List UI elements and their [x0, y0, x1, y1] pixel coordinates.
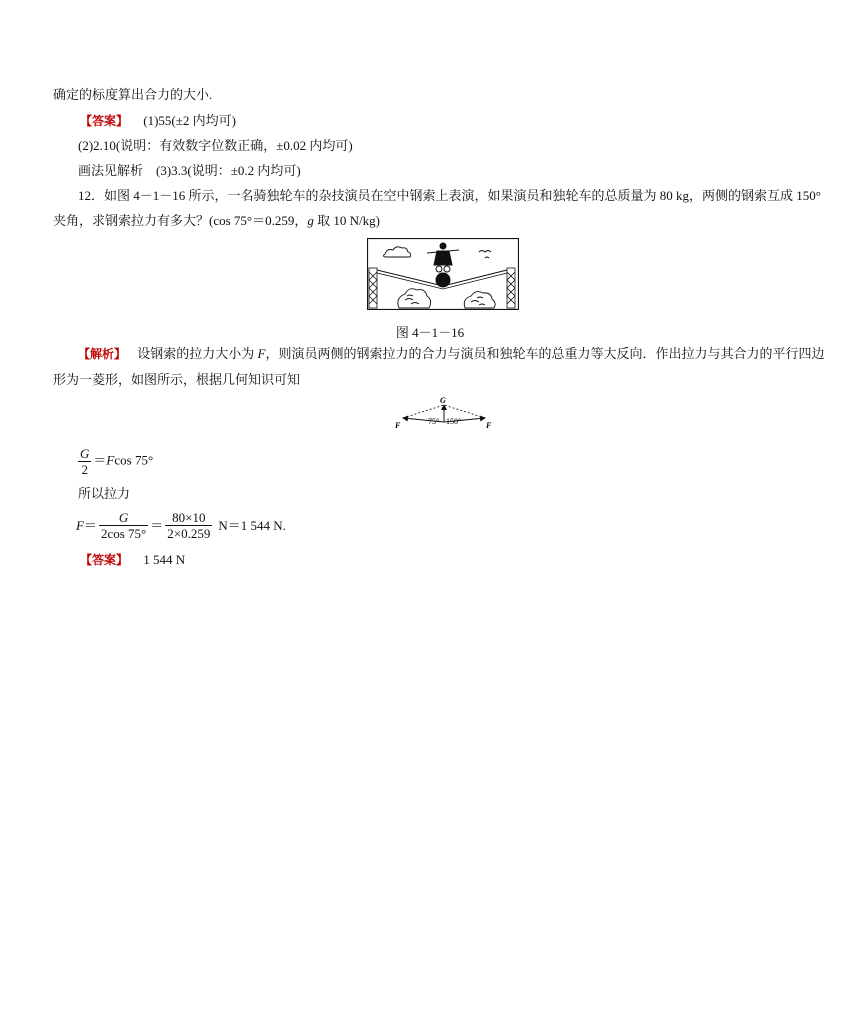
answer-line: 【答案】 (1)55(±2 内均可): [80, 113, 236, 128]
acrobat-figure: [367, 238, 519, 310]
answer-tag: 【答案】: [80, 114, 129, 128]
figure-caption: 图 4－1－16: [395, 325, 465, 340]
text-line: 确定的标度算出合力的大小.: [53, 87, 213, 102]
angle-150-label: 150°: [446, 417, 462, 426]
answer-line: 画法见解析 (3)3.3(说明：±0.2 内均可): [78, 163, 301, 178]
equation-1: $\frac{G}{2}$ ＝Fcos 75°: [80, 446, 154, 477]
analysis-line: 【解析】 设钢索的拉力大小为 F，则演员两侧的钢索拉力的合力与演员和独轮车的总重力等大反向．作出拉力与其合力的平行四边: [78, 346, 825, 361]
answer-line: (2)2.10(说明：有效数字位数正确，±0.02 内均可): [78, 138, 353, 153]
analysis-line: 形为一菱形，如图所示，根据几何知识可知: [53, 372, 301, 387]
G-label: G: [440, 396, 446, 405]
equation-2: F＝ $\frac{G}{2\cos 75^\circ}$ ＝ $\frac{80\times 10}{2\times 0.259}$ N＝1 544 N.: [76, 510, 286, 541]
angle-75-label: 75°: [428, 417, 440, 426]
question-line: 夹角，求钢索拉力有多大？(cos 75°＝0.259，g 取 10 N/kg): [53, 213, 380, 228]
F-left-label: F: [395, 421, 401, 430]
answer-line: 【答案】 1 544 N: [80, 552, 186, 567]
text-line: 所以拉力: [78, 486, 131, 501]
force-diagram: [392, 395, 496, 433]
F-right-label: F: [486, 421, 492, 430]
analysis-tag: 【解析】: [78, 347, 127, 361]
question-line: 12．如图 4－1－16 所示，一名骑独轮车的杂技演员在空中钢索上表演，如果演员和独轮车的总质量为 80 kg，两侧的钢索互成 150°: [78, 188, 821, 203]
answer-tag: 【答案】: [80, 553, 129, 567]
